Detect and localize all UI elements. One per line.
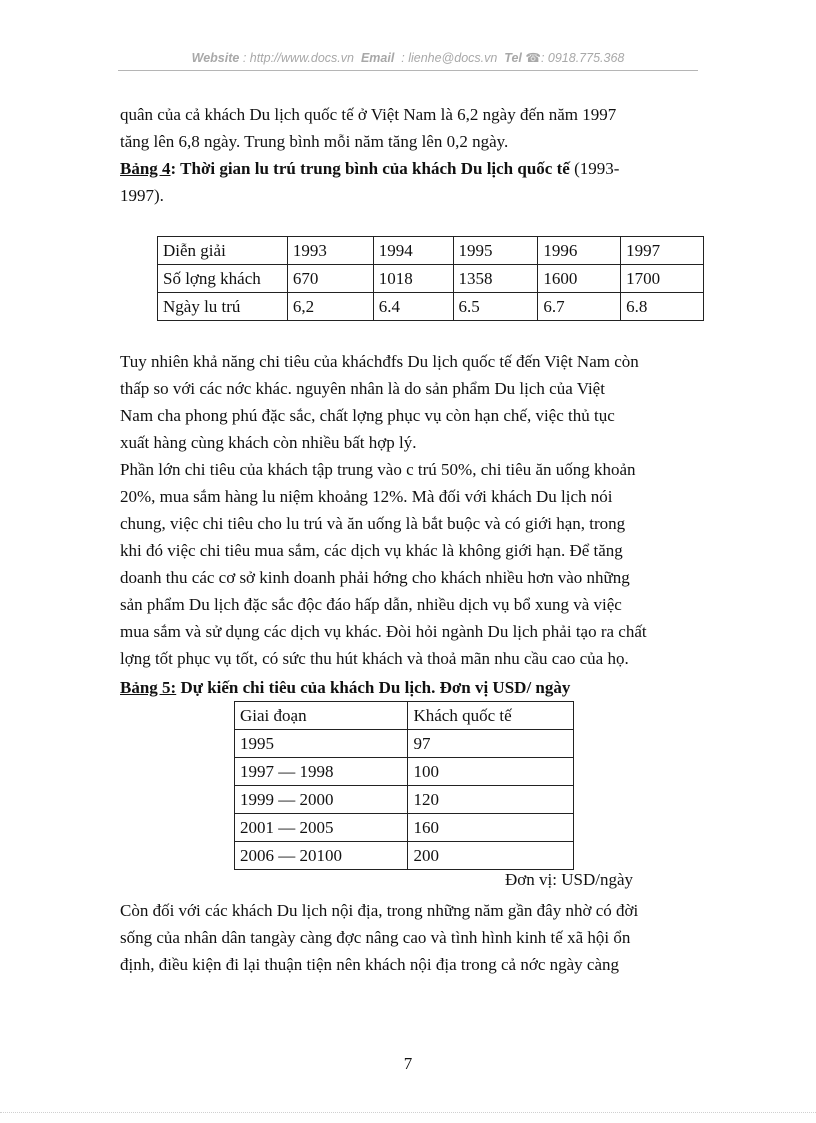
text-line: định, điều kiện đi lại thuận tiện nên khách nội địa trong cả nớc ngày càng xyxy=(120,955,620,974)
table-row xyxy=(235,842,574,870)
table-cell: Số lợng khách xyxy=(158,265,288,293)
table-cell: 1600 xyxy=(538,265,621,293)
table-cell: Giai đoạn xyxy=(235,702,408,730)
table-cell: 1997 — 1998 xyxy=(235,758,408,786)
table-cell: 1994 xyxy=(373,237,453,265)
text-line: khi đó việc chi tiêu mua sắm, các dịch vụ khác là không giới hạn. Để tăng xyxy=(120,541,623,560)
table-cell: 1358 xyxy=(453,265,538,293)
table4-caption-range-cont: 1997). xyxy=(120,186,164,205)
text-line: lợng tốt phục vụ tốt, có sức thu hút khách và thoả mãn nhu cầu cao của họ. xyxy=(120,649,629,668)
text-line: mua sắm và sử dụng các dịch vụ khác. Đòi hỏi ngành Du lịch phải tạo ra chất xyxy=(120,622,647,641)
text-line: tăng lên 6,8 ngày. Trung bình mỗi năm tăng lên 0,2 ngày. xyxy=(120,132,509,151)
table-cell: 1995 xyxy=(235,730,408,758)
text-line: sản phẩm Du lịch đặc sắc độc đáo hấp dẫn, nhiều dịch vụ bổ xung và việc xyxy=(120,595,622,614)
table-cell: 120 xyxy=(408,786,574,814)
paragraph-spending xyxy=(120,348,696,456)
table-cell: Diễn giải xyxy=(158,237,288,265)
table-cell: 1018 xyxy=(373,265,453,293)
table-cell: 1999 — 2000 xyxy=(235,786,408,814)
table-cell: 97 xyxy=(408,730,574,758)
table-cell: 2006 — 20100 xyxy=(235,842,408,870)
table4-caption xyxy=(120,155,696,209)
text-line: Tuy nhiên khả năng chi tiêu của kháchđfs Du lịch quốc tế đến Việt Nam còn xyxy=(120,352,639,371)
phone-icon: ☎ xyxy=(525,51,541,65)
table4 xyxy=(157,236,704,321)
table-cell: 6.4 xyxy=(373,293,453,321)
header-divider xyxy=(118,70,698,71)
table5-caption-label: Bảng 5: xyxy=(120,678,177,697)
footer-divider xyxy=(0,1112,816,1113)
table-cell: 1993 xyxy=(287,237,373,265)
table-row xyxy=(158,237,704,265)
table5-caption xyxy=(120,674,696,701)
page-header xyxy=(0,50,816,65)
table-cell: 200 xyxy=(408,842,574,870)
table4-caption-title: : Thời gian lu trú trung bình của khách Du lịch quốc tế xyxy=(170,159,570,178)
table-row xyxy=(235,702,574,730)
table-cell: 2001 — 2005 xyxy=(235,814,408,842)
table-cell: 6,2 xyxy=(287,293,373,321)
paragraph-spending-breakdown xyxy=(120,456,696,672)
text-line: chung, việc chi tiêu cho lu trú và ăn uống là bắt buộc và có giới hạn, trong xyxy=(120,514,626,533)
table-cell: Khách quốc tế xyxy=(408,702,574,730)
text-line: 20%, mua sắm hàng lu niệm khoảng 12%. Mà đối với khách Du lịch nói xyxy=(120,487,613,506)
unit-note: Đơn vị: USD/ngày xyxy=(505,870,633,889)
table-cell: 6.7 xyxy=(538,293,621,321)
table-cell: Ngày lu trú xyxy=(158,293,288,321)
table5-caption-title: Dự kiến chi tiêu của khách Du lịch. Đơn vị USD/ ngày xyxy=(176,678,571,697)
text-line: xuất hàng cùng khách còn nhiều bất hợp lý. xyxy=(120,433,417,452)
intro-paragraph xyxy=(120,101,696,155)
email-label: Email xyxy=(360,51,395,65)
table-row xyxy=(235,730,574,758)
text-line: Phần lớn chi tiêu của khách tập trung vào c trú 50%, chi tiêu ăn uống khoản xyxy=(120,460,636,479)
website-label: Website xyxy=(191,51,240,65)
table-cell: 1700 xyxy=(621,265,704,293)
text-line: doanh thu các cơ sở kinh doanh phải hớng cho khách nhiều hơn vào những xyxy=(120,568,630,587)
table-row xyxy=(158,265,704,293)
table-cell: 6.8 xyxy=(621,293,704,321)
table-row xyxy=(235,758,574,786)
text-line: quân của cả khách Du lịch quốc tế ở Việt Nam là 6,2 ngày đến năm 1997 xyxy=(120,105,617,124)
table-cell: 1995 xyxy=(453,237,538,265)
email-value[interactable]: : lienhe@docs.vn xyxy=(401,51,498,65)
table-cell: 1996 xyxy=(538,237,621,265)
tel-value: : 0918.775.368 xyxy=(540,51,625,65)
text-line: Còn đối với các khách Du lịch nội địa, trong những năm gần đây nhờ có đời xyxy=(120,901,639,920)
table-cell: 160 xyxy=(408,814,574,842)
table-row xyxy=(235,814,574,842)
table4-caption-label: Bảng 4 xyxy=(120,159,171,178)
table-cell: 670 xyxy=(287,265,373,293)
text-line: sống của nhân dân tangày càng đợc nâng cao và tình hình kinh tế xã hội ổn xyxy=(120,928,631,947)
table-cell: 6.5 xyxy=(453,293,538,321)
website-url[interactable]: : http://www.docs.vn xyxy=(242,51,354,65)
table-cell: 100 xyxy=(408,758,574,786)
paragraph-domestic xyxy=(120,897,696,978)
page-number: 7 xyxy=(403,1054,413,1073)
tel-label: Tel xyxy=(504,51,522,65)
table-row xyxy=(158,293,704,321)
text-line: thấp so với các nớc khác. nguyên nhân là do sản phẩm Du lịch của Việt xyxy=(120,379,605,398)
text-line: Nam cha phong phú đặc sắc, chất lợng phục vụ còn hạn chế, việc thủ tục xyxy=(120,406,615,425)
table5 xyxy=(234,701,574,870)
table-row xyxy=(235,786,574,814)
table4-caption-range: (1993- xyxy=(569,159,620,178)
table-cell: 1997 xyxy=(621,237,704,265)
